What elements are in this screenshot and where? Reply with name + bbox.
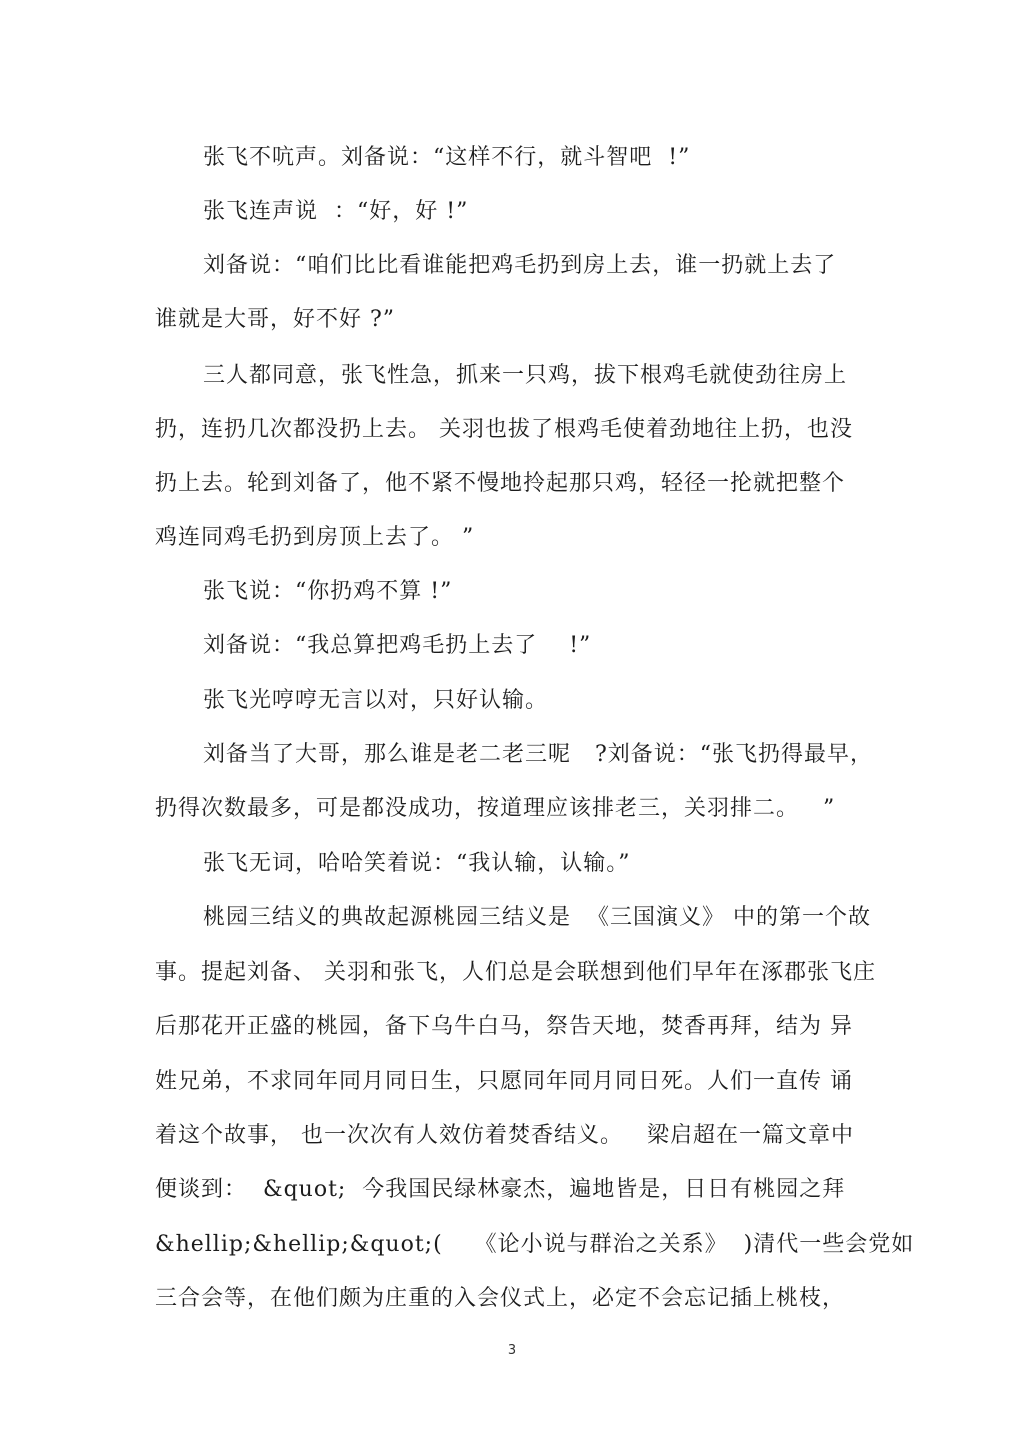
paragraph-line: 三人都同意，张飞性急，抓来一只鸡，拔下根鸡毛就使劲往房上	[203, 363, 848, 388]
paragraph-line: &hellip;&hellip;&quot;( 《论小说与群治之关系》 )清代一些会党如	[155, 1232, 915, 1257]
paragraph-line: 张飞无词，哈哈笑着说：“我认输，认输。”	[203, 851, 631, 876]
paragraph-line: 张飞说：“你扔鸡不算 !”	[203, 579, 453, 604]
paragraph-line: 桃园三结义的典故起源桃园三结义是 《三国演义》 中的第一个故	[203, 905, 871, 930]
paragraph-line: 姓兄弟，不求同年同月同日生，只愿同年同月同日死。人们一直传 诵	[155, 1069, 853, 1094]
paragraph-line: 三合会等，在他们颇为庄重的入会仪式上，必定不会忘记插上桃枝，	[155, 1286, 846, 1311]
paragraph-line: 后那花开正盛的桃园，备下乌牛白马，祭告天地，焚香再拜，结为 异	[155, 1014, 853, 1039]
paragraph-line: 张飞不吭声。刘备说：“这样不行，就斗智吧 !”	[203, 145, 691, 170]
paragraph-line: 扔，连扔几次都没扔上去。 关羽也拔了根鸡毛使着劲地往上扔，也没	[155, 417, 853, 442]
paragraph-line: 扔得次数最多，可是都没成功，按道理应该排老三，关羽排二。 ”	[155, 796, 836, 821]
paragraph-line: 着这个故事， 也一次次有人效仿着焚香结义。 梁启超在一篇文章中	[155, 1123, 854, 1148]
paragraph-line: 张飞连声说 ：“好，好 !”	[203, 199, 469, 224]
paragraph-line: 谁就是大哥，好不好 ?”	[155, 307, 396, 332]
paragraph-line: 事。提起刘备、 关羽和张飞，人们总是会联想到他们早年在涿郡张飞庄	[155, 960, 876, 985]
paragraph-line: 刘备说：“咱们比比看谁能把鸡毛扔到房上去，谁一扔就上去了	[203, 253, 837, 278]
paragraph-line: 便谈到： &quot; 今我国民绿林豪杰，遍地皆是，日日有桃园之拜	[155, 1177, 846, 1202]
paragraph-line: 鸡连同鸡毛扔到房顶上去了。 ”	[155, 525, 475, 550]
paragraph-line: 张飞光哼哼无言以对，只好认输。	[203, 688, 549, 713]
paragraph-line: 刘备说：“我总算把鸡毛扔上去了 !”	[203, 633, 592, 658]
page-number: 3	[507, 1343, 517, 1358]
paragraph-line: 刘备当了大哥，那么谁是老二老三呢 ?刘备说：“张飞扔得最早，	[203, 742, 874, 767]
paragraph-line: 扔上去。轮到刘备了，他不紧不慢地拎起那只鸡，轻径一抡就把整个	[155, 471, 846, 496]
